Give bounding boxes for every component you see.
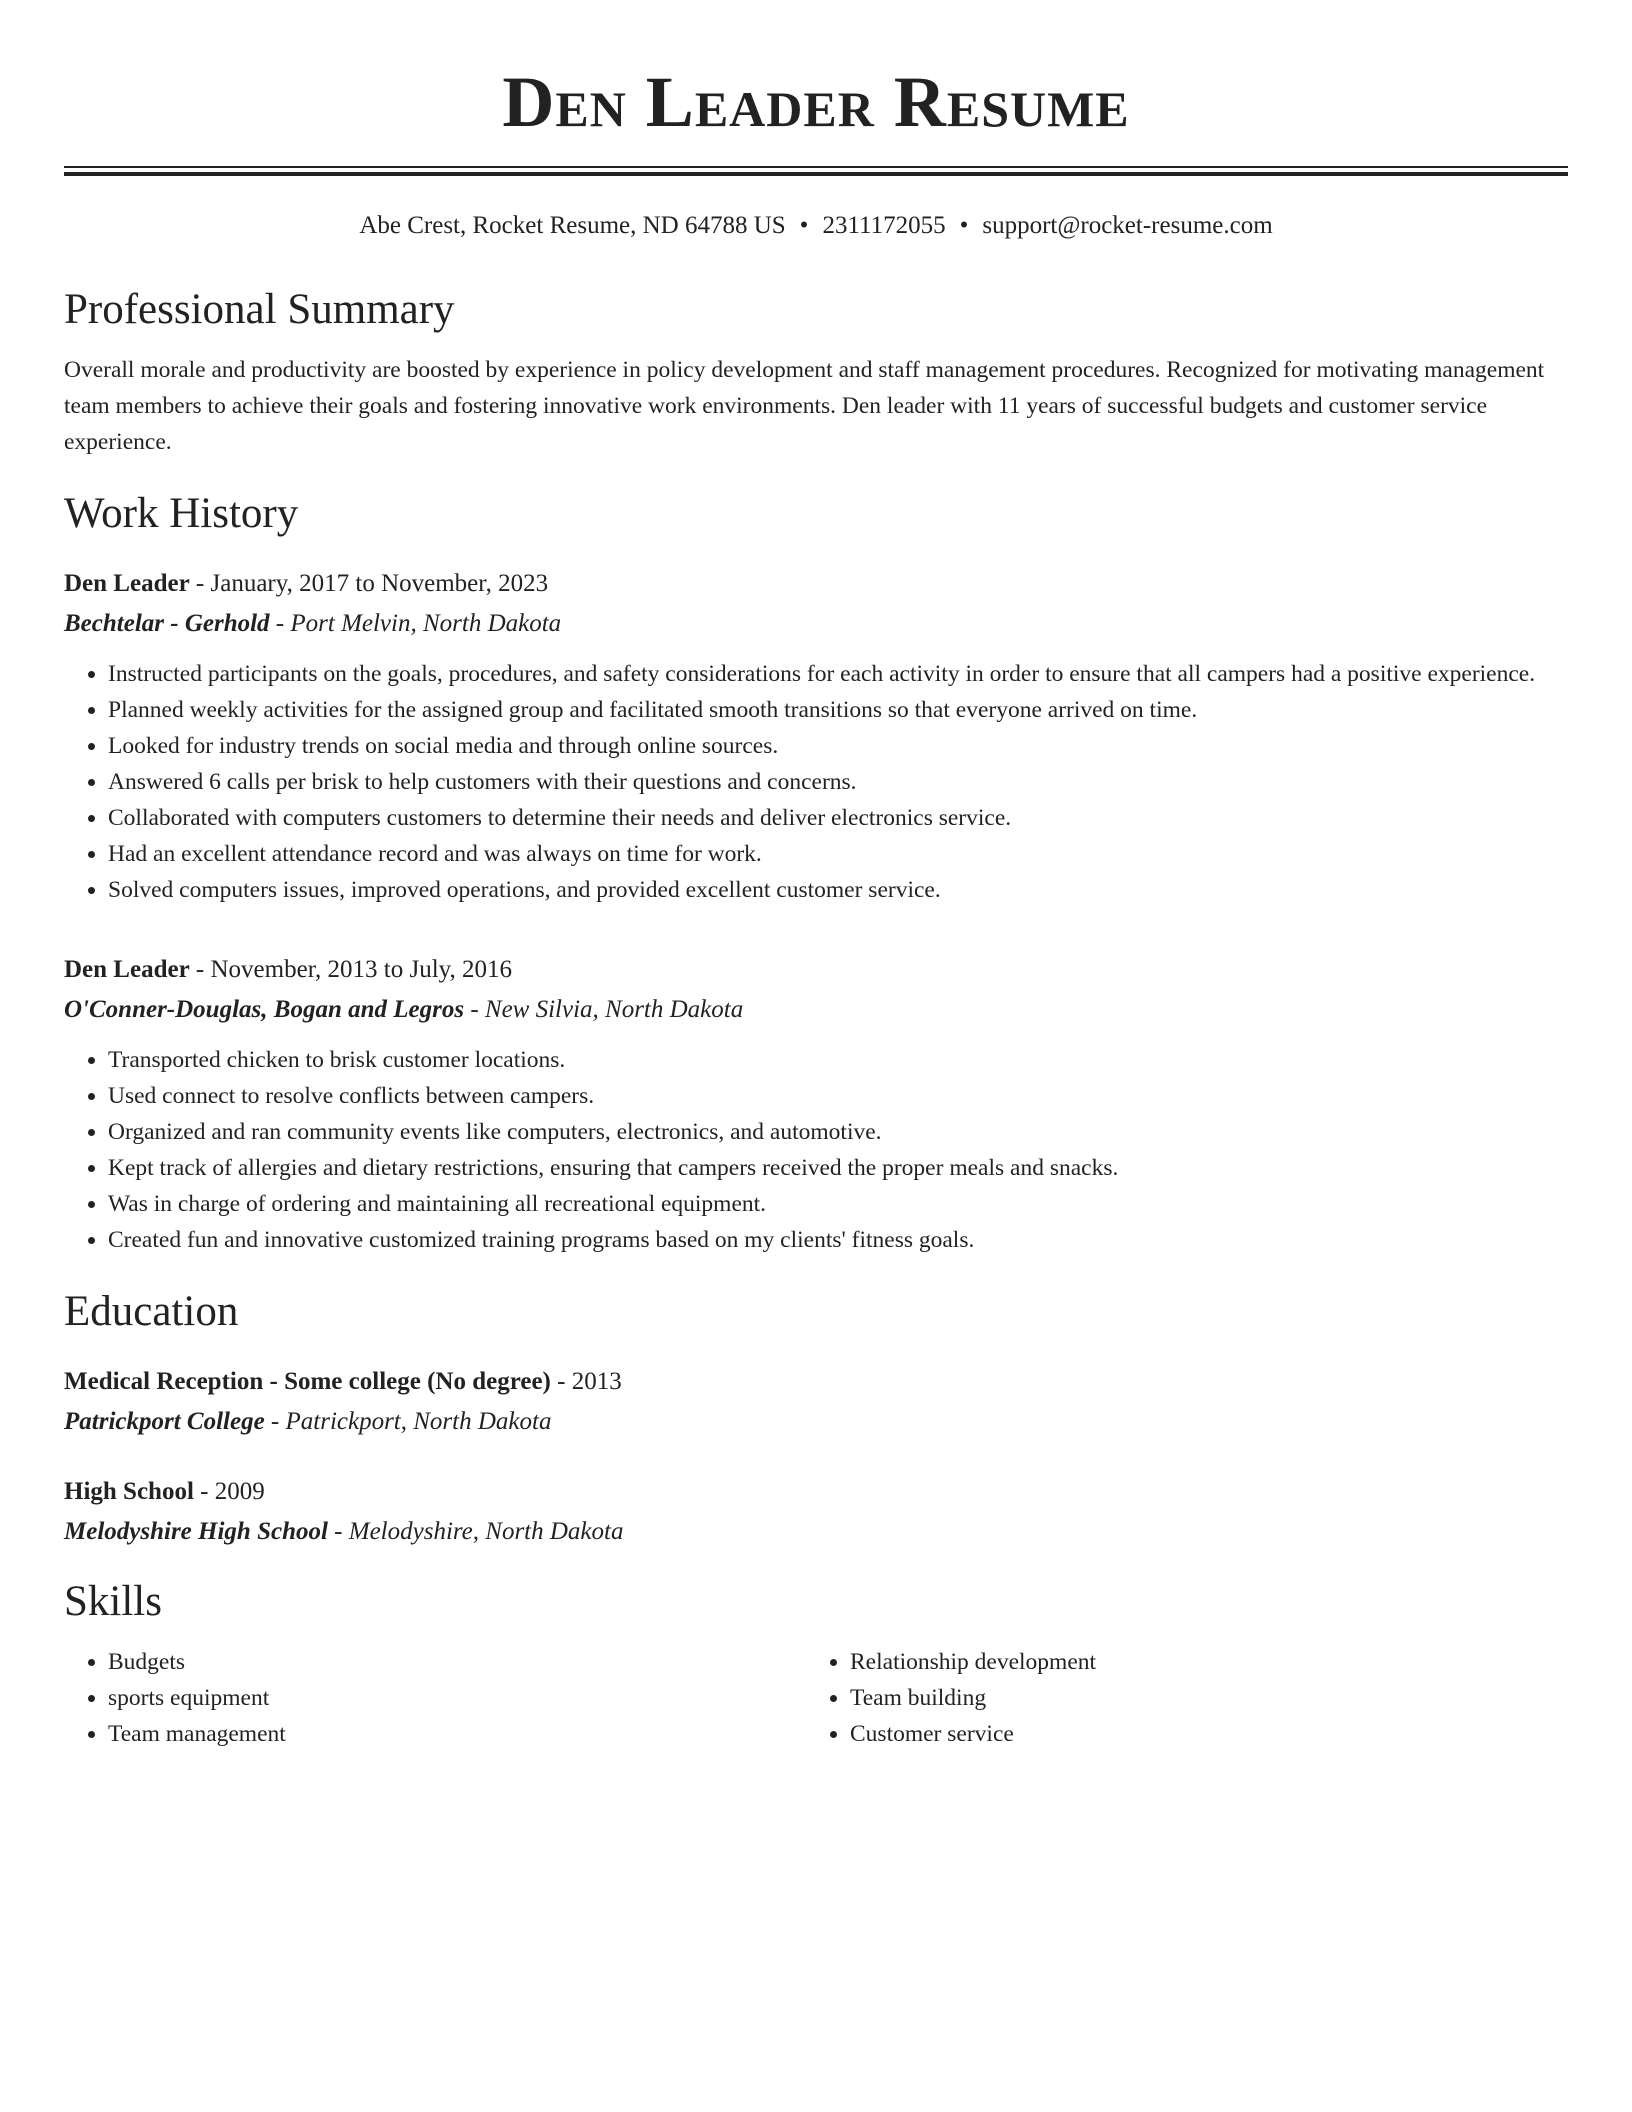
contact-phone: 2311172055 xyxy=(822,212,946,239)
education-degree-line xyxy=(64,1472,1568,1512)
job-company-line xyxy=(64,990,1568,1030)
resume-page xyxy=(64,0,1568,1752)
job-duty: • Looked for industry trends on social media and through online sources. xyxy=(108,728,1568,764)
job-duty: • Was in charge of ordering and maintaining all recreational equipment. xyxy=(108,1186,1568,1222)
job-title-line xyxy=(64,950,1568,990)
job-duty: • Organized and ran community events like computers, electronics, and automotive. xyxy=(108,1114,1568,1150)
contact-address: Abe Crest, Rocket Resume, ND 64788 US xyxy=(359,212,786,239)
education-school: Melodyshire High School xyxy=(64,1518,328,1545)
education-year: - 2009 xyxy=(193,1478,265,1505)
job-company: Bechtelar - Gerhold xyxy=(64,610,270,637)
contact-separator: • xyxy=(959,212,969,239)
education-school: Patrickport College xyxy=(64,1408,265,1435)
job-duty: • Planned weekly activities for the assigned group and facilitated smooth transitions so that everyone arrived on time. xyxy=(108,692,1568,728)
education-year: - 2013 xyxy=(550,1368,622,1395)
job-duty: • Created fun and innovative customized training programs based on my clients' fitness goals. xyxy=(108,1222,1568,1258)
job-duty: • Instructed participants on the goals, procedures, and safety considerations for each activity in order to ensure that all campers had a positive experience. xyxy=(108,656,1568,692)
job-company-line xyxy=(64,604,1568,644)
job-duty: • Collaborated with computers customers to determine their needs and deliver electronics service. xyxy=(108,800,1568,836)
job-entry xyxy=(64,564,1568,908)
job-duty: • Transported chicken to brisk customer locations. xyxy=(108,1042,1568,1078)
skill-item: • Team management xyxy=(108,1716,806,1752)
summary-text: Overall morale and productivity are boosted by experience in policy development and staff management procedures. Recognized for motivating management team members to achieve their goals and fostering innovative work environments. Den leader with 11 years of successful budgets and customer service experience. xyxy=(64,357,1545,455)
contact-email: support@rocket-resume.com xyxy=(982,212,1273,239)
skills-list-right xyxy=(806,1644,1548,1752)
skills-list-left xyxy=(64,1644,806,1752)
education-degree: Medical Reception - Some college (No degree) xyxy=(64,1368,551,1395)
work-history-heading: Work History xyxy=(64,490,299,537)
job-location: - New Silvia, North Dakota xyxy=(464,996,744,1023)
skill-item: • Team building xyxy=(850,1680,1548,1716)
job-dates: - January, 2017 to November, 2023 xyxy=(189,570,549,597)
job-duty: • Kept track of allergies and dietary restrictions, ensuring that campers received the proper meals and snacks. xyxy=(108,1150,1568,1186)
job-duty: • Had an excellent attendance record and was always on time for work. xyxy=(108,836,1568,872)
education-location: - Patrickport, North Dakota xyxy=(264,1408,552,1435)
education-entry xyxy=(64,1472,1568,1552)
job-location: - Port Melvin, North Dakota xyxy=(269,610,562,637)
skills-columns xyxy=(64,1644,1568,1752)
job-duty: • Answered 6 calls per brisk to help customers with their questions and concerns. xyxy=(108,764,1568,800)
job-duties-list xyxy=(64,1042,1568,1258)
education-school-line xyxy=(64,1512,1568,1552)
skill-item: • Budgets xyxy=(108,1644,806,1680)
skill-item: • sports equipment xyxy=(108,1680,806,1716)
job-position: Den Leader xyxy=(64,570,190,597)
education-school-line xyxy=(64,1402,1568,1442)
job-duty: • Used connect to resolve conflicts between campers. xyxy=(108,1078,1568,1114)
education-heading: Education xyxy=(64,1288,239,1335)
education-location: - Melodyshire, North Dakota xyxy=(327,1518,624,1545)
job-duty: • Solved computers issues, improved operations, and provided excellent customer service. xyxy=(108,872,1568,908)
job-title-line xyxy=(64,564,1568,604)
education-entry xyxy=(64,1362,1568,1442)
job-entry xyxy=(64,950,1568,1258)
resume-title: Den Leader Resume xyxy=(502,62,1130,142)
contact-separator: • xyxy=(799,212,809,239)
education-degree: High School xyxy=(64,1478,194,1505)
skill-item: • Customer service xyxy=(850,1716,1548,1752)
skills-heading: Skills xyxy=(64,1578,162,1625)
job-company: O'Conner-Douglas, Bogan and Legros xyxy=(64,996,465,1023)
job-position: Den Leader xyxy=(64,956,190,983)
education-degree-line xyxy=(64,1362,1568,1402)
contact-line xyxy=(64,210,1568,242)
job-dates: - November, 2013 to July, 2016 xyxy=(189,956,513,983)
skill-item: • Relationship development xyxy=(850,1644,1548,1680)
job-duties-list xyxy=(64,656,1568,908)
title-divider xyxy=(64,166,1568,176)
summary-heading: Professional Summary xyxy=(64,286,455,333)
